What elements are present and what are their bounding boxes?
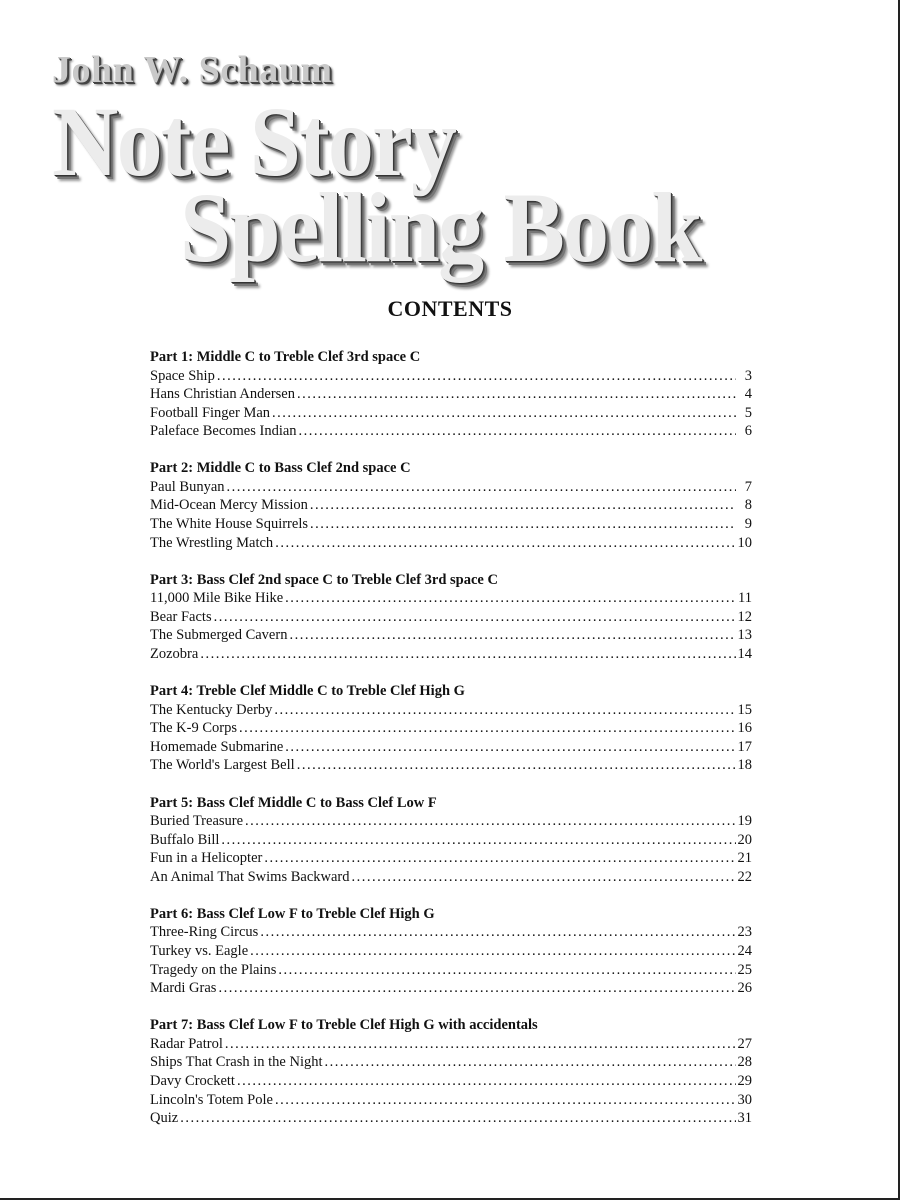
dot-leader: [237, 1072, 736, 1091]
toc-entry-title: Radar Patrol: [150, 1035, 223, 1052]
toc-entry-title: Turkey vs. Eagle: [150, 942, 249, 959]
contents-heading: CONTENTS: [387, 296, 513, 321]
toc-entry-page: 22: [737, 868, 752, 885]
toc-section: [150, 571, 752, 664]
toc-entry-page: 20: [737, 831, 752, 848]
toc-entry-page: 19: [737, 813, 752, 829]
toc-section-title: Part 2: Middle C to Bass Clef 2nd space C: [150, 460, 411, 477]
toc-section: [150, 794, 752, 887]
toc-entry-title: An Animal That Swims Backward: [150, 868, 350, 885]
toc-entry: [150, 1053, 752, 1072]
toc-entry-title: Davy Crockett: [150, 1072, 235, 1089]
toc-entry: [150, 589, 752, 608]
toc-entry: [150, 385, 752, 404]
toc-entry: [150, 942, 752, 961]
toc-entry: [150, 961, 752, 980]
dot-leader: [275, 534, 735, 553]
toc-entry-title: The Wrestling Match: [150, 534, 274, 551]
dot-leader: [275, 1091, 736, 1110]
toc-entry: [150, 534, 752, 553]
dot-leader: [285, 738, 735, 757]
dot-leader: [274, 701, 735, 720]
toc-entry-page: 30: [737, 1091, 752, 1108]
dot-leader: [352, 868, 736, 887]
toc-entry-title: Football Finger Man: [150, 404, 271, 421]
toc-entry-title: Mid-Ocean Mercy Mission: [150, 497, 308, 514]
dot-leader: [227, 478, 736, 497]
toc-entry: [150, 496, 752, 515]
dot-leader: [217, 367, 736, 386]
toc-entry-page: 7: [744, 478, 752, 495]
toc-entry-page: 29: [737, 1072, 752, 1089]
toc-entry-page: 27: [737, 1035, 752, 1052]
toc-entry-page: 5: [744, 404, 752, 421]
toc-entry-page: 4: [744, 386, 752, 403]
toc-entry-title: The White House Squirrels: [150, 516, 308, 533]
dot-leader: [260, 923, 735, 942]
dot-leader: [297, 756, 736, 775]
toc-entry-title: The Submerged Cavern: [150, 627, 288, 644]
toc-entry: [150, 831, 752, 850]
toc-entry: [150, 608, 752, 627]
toc-entry-page: 21: [737, 850, 752, 867]
dot-leader: [218, 979, 735, 998]
toc-entry-title: Mardi Gras: [150, 980, 217, 997]
toc-entry-title: Bear Facts: [150, 608, 212, 625]
toc-entry-page: 17: [737, 738, 752, 755]
dot-leader: [289, 626, 735, 645]
dot-leader: [278, 961, 735, 980]
toc-entry-page: 18: [737, 757, 752, 774]
toc-entry-page: 15: [737, 701, 752, 718]
toc-section-title: Part 1: Middle C to Treble Clef 3rd space C: [150, 349, 421, 365]
table-of-contents: [150, 348, 752, 1146]
toc-entry-page: 8: [744, 497, 752, 514]
author-name: John W. Schaum: [52, 49, 333, 91]
toc-section-title: Part 7: Bass Clef Low F to Treble Clef High G with accidentals: [150, 1017, 538, 1034]
toc-entry-page: 11: [738, 590, 752, 607]
toc-section: [150, 682, 752, 775]
toc-entry: [150, 738, 752, 757]
toc-entry-page: 10: [737, 534, 752, 551]
toc-entry-page: 16: [737, 720, 752, 737]
toc-entry-page: 31: [737, 1110, 752, 1127]
toc-entry: [150, 923, 752, 942]
toc-entry: [150, 626, 752, 645]
toc-section: [150, 1016, 752, 1127]
toc-entry-title: Paleface Becomes Indian: [150, 423, 297, 440]
toc-entry-title: The K-9 Corps: [150, 720, 237, 737]
dot-leader: [264, 849, 735, 868]
toc-entry: [150, 701, 752, 720]
toc-entry-page: 24: [737, 942, 752, 959]
toc-entry: [150, 719, 752, 738]
toc-section: [150, 348, 752, 441]
toc-entry-page: 14: [737, 646, 752, 663]
toc-entry-page: 26: [737, 980, 752, 997]
dot-leader: [225, 1035, 736, 1054]
toc-entry-title: Zozobra: [150, 646, 199, 663]
toc-entry: [150, 478, 752, 497]
toc-entry: [150, 756, 752, 775]
dot-leader: [245, 812, 735, 831]
toc-entry: [150, 422, 752, 441]
toc-entry-title: The World's Largest Bell: [150, 757, 295, 774]
toc-entry-page: 23: [737, 924, 752, 941]
toc-section-title: Part 4: Treble Clef Middle C to Treble Clef High G: [150, 683, 465, 700]
dot-leader: [310, 496, 736, 515]
dot-leader: [325, 1053, 736, 1072]
dot-leader: [299, 422, 736, 441]
toc-entry: [150, 1109, 752, 1128]
toc-section-title: Part 6: Bass Clef Low F to Treble Clef High G: [150, 905, 435, 922]
toc-entry: [150, 849, 752, 868]
toc-entry-title: Fun in a Helicopter: [150, 850, 263, 867]
toc-section: [150, 459, 752, 552]
toc-entry-title: Hans Christian Andersen: [150, 386, 295, 403]
toc-entry-title: Paul Bunyan: [150, 478, 225, 495]
toc-entry: [150, 515, 752, 534]
toc-entry: [150, 868, 752, 887]
toc-entry-page: 13: [737, 627, 752, 644]
toc-entry: [150, 1091, 752, 1110]
toc-entry-title: 11,000 Mile Bike Hike: [150, 590, 284, 607]
toc-entry: [150, 404, 752, 423]
toc-entry-title: Tragedy on the Plains: [150, 961, 277, 978]
toc-entry-page: 9: [744, 516, 752, 533]
toc-entry-page: 12: [737, 608, 752, 625]
toc-entry-page: 28: [737, 1054, 752, 1071]
toc-entry-page: 6: [744, 423, 752, 440]
toc-entry-title: Space Ship: [150, 367, 215, 384]
toc-section-title: Part 3: Bass Clef 2nd space C to Treble Clef 3rd space C: [150, 571, 498, 588]
toc-entry: [150, 979, 752, 998]
toc-entry-page: 25: [737, 961, 752, 978]
toc-entry: [150, 367, 752, 386]
toc-entry: [150, 645, 752, 664]
toc-entry-page: 3: [744, 367, 752, 384]
toc-section: [150, 905, 752, 998]
dot-leader: [285, 589, 736, 608]
dot-leader: [214, 608, 736, 627]
toc-entry-title: Ships That Crash in the Night: [150, 1054, 323, 1071]
toc-entry: [150, 1035, 752, 1054]
dot-leader: [239, 719, 736, 738]
toc-entry-title: Buffalo Bill: [150, 831, 220, 848]
dot-leader: [250, 942, 735, 961]
dot-leader: [310, 515, 736, 534]
book-title-line-1: Note Story: [52, 86, 456, 197]
toc-section-title: Part 5: Bass Clef Middle C to Bass Clef Low F: [150, 794, 437, 811]
dot-leader: [297, 385, 736, 404]
toc-entry: [150, 1072, 752, 1091]
dot-leader: [180, 1109, 735, 1128]
toc-entry-title: Three-Ring Circus: [150, 924, 259, 941]
toc-entry-title: Lincoln's Totem Pole: [150, 1091, 273, 1108]
dot-leader: [200, 645, 735, 664]
toc-entry-title: Homemade Submarine: [150, 738, 284, 755]
dot-leader: [221, 831, 735, 850]
toc-entry-title: Buried Treasure: [150, 813, 244, 829]
dot-leader: [272, 404, 736, 423]
book-title-line-2: Spelling Book: [180, 172, 701, 283]
toc-entry: [150, 812, 752, 831]
toc-entry-title: The Kentucky Derby: [150, 701, 273, 718]
toc-entry-title: Quiz: [150, 1110, 179, 1127]
